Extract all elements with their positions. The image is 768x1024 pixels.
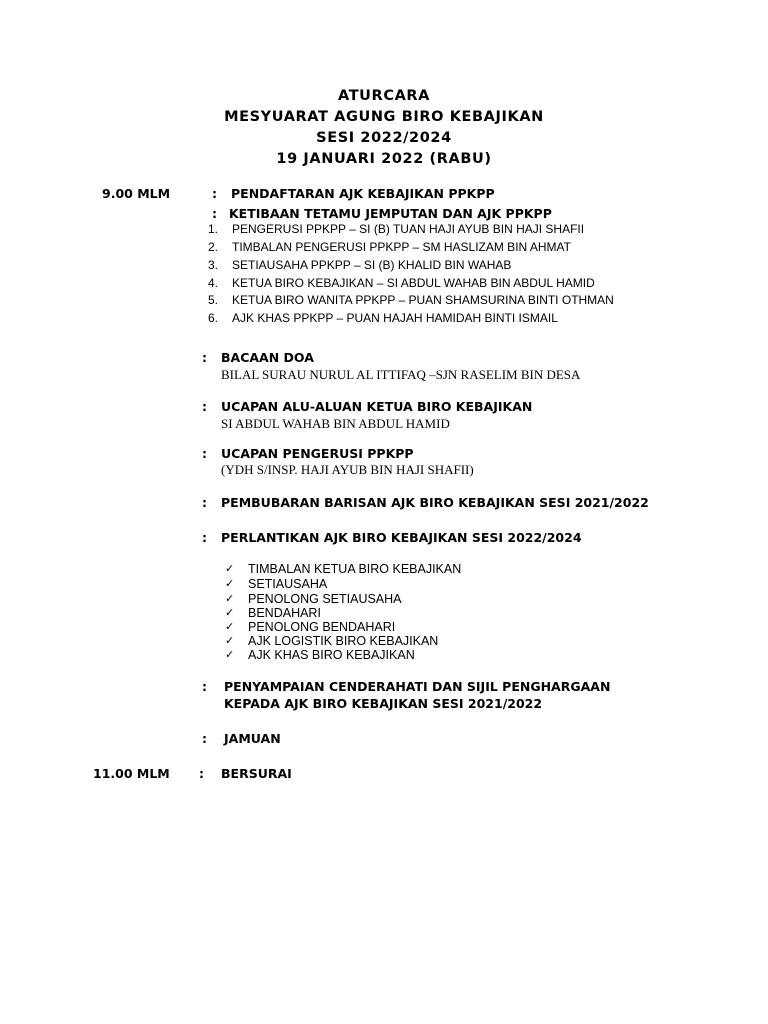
guest-item: TIMBALAN PENGERUSI PPKPP – SM HASLIZAM BIN AHMAT — [232, 240, 571, 254]
guest-number: 6. — [207, 311, 218, 325]
position-item: AJK KHAS BIRO KEBAJIKAN — [248, 648, 415, 662]
position-item: PENOLONG BENDAHARI — [248, 620, 396, 634]
guest-item: AJK KHAS PPKPP – PUAN HAJAH HAMIDAH BINTI ISMAIL — [232, 311, 558, 325]
meeting-date: 19 JANUARI 2022 (RABU) — [276, 151, 492, 167]
meal-item: JAMUAN — [224, 731, 281, 746]
end-time: 11.00 MLM — [93, 766, 170, 781]
closing-item: BERSURAI — [221, 766, 292, 781]
chair-title: UCAPAN PENGERUSI PPKPP — [221, 446, 414, 461]
position-item: BENDAHARI — [248, 606, 321, 620]
souvenir-line2: KEPADA AJK BIRO KEBAJIKAN SESI 2021/2022 — [224, 696, 543, 711]
colon: : — [212, 186, 217, 201]
check-icon: ✓ — [225, 592, 235, 605]
prayer-by: BILAL SURAU NURUL AL ITTIFAQ –SJN RASELIM BIN DESA — [221, 367, 581, 382]
check-icon: ✓ — [225, 648, 235, 661]
dissolution-item: PEMBUBARAN BARISAN AJK BIRO KEBAJIKAN SESI 2021/2022 — [221, 495, 649, 510]
colon: : — [202, 530, 207, 545]
check-icon: ✓ — [225, 606, 235, 619]
arrival-item: KETIBAAN TETAMU JEMPUTAN DAN AJK PPKPP — [229, 206, 552, 221]
check-icon: ✓ — [225, 577, 235, 590]
session: SESI 2022/2024 — [316, 130, 452, 146]
colon: : — [202, 679, 207, 694]
guest-item: PENGERUSI PPKPP – SI (B) TUAN HAJI AYUB BIN HAJI SHAFII — [232, 222, 585, 236]
position-item: PENOLONG SETIAUSAHA — [248, 592, 402, 606]
colon: : — [202, 399, 207, 414]
appointment-item: PERLANTIKAN AJK BIRO KEBAJIKAN SESI 2022/2024 — [221, 530, 582, 545]
check-icon: ✓ — [225, 634, 235, 647]
colon: : — [202, 495, 207, 510]
prayer-title: BACAAN DOA — [221, 350, 314, 365]
check-icon: ✓ — [225, 620, 235, 633]
colon: : — [202, 350, 207, 365]
doc-title: ATURCARA — [338, 88, 430, 104]
position-item: SETIAUSAHA — [248, 577, 328, 591]
registration-item: PENDAFTARAN AJK KEBAJIKAN PPKPP — [231, 186, 495, 201]
chair-by: (YDH S/INSP. HAJI AYUB BIN HAJI SHAFII) — [221, 462, 474, 477]
souvenir-line1: PENYAMPAIAN CENDERAHATI DAN SIJIL PENGHARGAAN — [224, 679, 611, 694]
guest-number: 2. — [207, 240, 218, 254]
guest-number: 1. — [207, 222, 218, 236]
welcome-title: UCAPAN ALU-ALUAN KETUA BIRO KEBAJIKAN — [221, 399, 533, 414]
check-icon: ✓ — [225, 562, 235, 575]
colon: : — [212, 206, 217, 221]
meeting-name: MESYUARAT AGUNG BIRO KEBAJIKAN — [224, 109, 544, 125]
colon: : — [202, 446, 207, 461]
guest-number: 3. — [207, 258, 218, 272]
position-item: TIMBALAN KETUA BIRO KEBAJIKAN — [248, 562, 462, 576]
guest-item: KETUA BIRO WANITA PPKPP – PUAN SHAMSURINA BINTI OTHMAN — [232, 293, 614, 307]
position-item: AJK LOGISTIK BIRO KEBAJIKAN — [248, 634, 439, 648]
colon: : — [202, 731, 207, 746]
guest-number: 4. — [207, 276, 218, 290]
guest-number: 5. — [207, 293, 218, 307]
guest-item: KETUA BIRO KEBAJIKAN – SI ABDUL WAHAB BIN ABDUL HAMID — [232, 276, 595, 290]
guest-item: SETIAUSAHA PPKPP – SI (B) KHALID BIN WAHAB — [232, 258, 512, 272]
colon: : — [199, 766, 204, 781]
start-time: 9.00 MLM — [102, 186, 171, 201]
welcome-by: SI ABDUL WAHAB BIN ABDUL HAMID — [221, 416, 450, 431]
